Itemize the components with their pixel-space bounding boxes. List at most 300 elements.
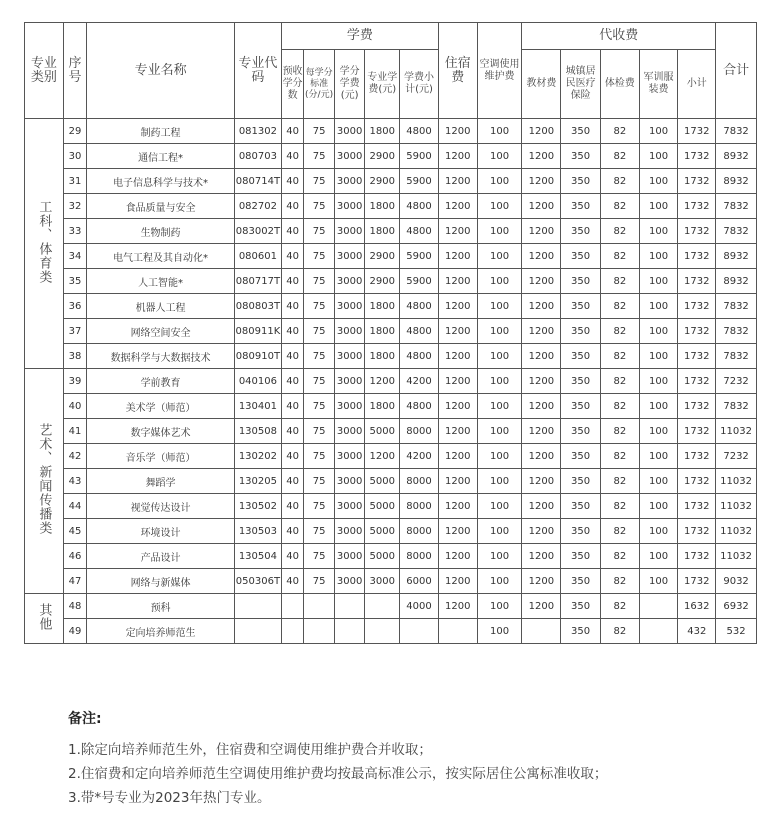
medical-fee-cell: 82: [600, 469, 639, 494]
per-credit-cell: 75: [304, 169, 335, 194]
major-fee-cell: [365, 619, 400, 644]
credit-fee-cell: 3000: [334, 419, 365, 444]
major-name-cell: 数字媒体艺术: [87, 419, 235, 444]
major-code-cell: [234, 619, 281, 644]
medical-fee-cell: 82: [600, 394, 639, 419]
seq-cell: 40: [63, 394, 86, 419]
table-row: [25, 144, 757, 169]
table-row: [25, 419, 757, 444]
header-name: 专业名称: [87, 23, 235, 119]
per-credit-cell: [304, 594, 335, 619]
insurance-fee-cell: 350: [561, 169, 601, 194]
dorm-fee-cell: 1200: [438, 144, 477, 169]
uniform-fee-cell: 100: [639, 519, 678, 544]
books-fee-cell: 1200: [522, 544, 561, 569]
total-cell: 7832: [716, 319, 757, 344]
uniform-fee-cell: [639, 594, 678, 619]
per-credit-cell: 75: [304, 569, 335, 594]
category-label: 其他: [36, 602, 52, 631]
major-name-cell: 定向培养师范生: [87, 619, 235, 644]
uniform-fee-cell: 100: [639, 144, 678, 169]
dorm-fee-cell: 1200: [438, 469, 477, 494]
uniform-fee-cell: 100: [639, 394, 678, 419]
seq-cell: 29: [63, 119, 86, 144]
seq-cell: 46: [63, 544, 86, 569]
medical-fee-cell: 82: [600, 219, 639, 244]
total-cell: 11032: [716, 519, 757, 544]
major-code-cell: 130504: [234, 544, 281, 569]
major-code-cell: 080714T: [234, 169, 281, 194]
collect-subtotal-cell: 1732: [678, 369, 716, 394]
prepay-cell: 40: [281, 269, 303, 294]
per-credit-cell: 75: [304, 294, 335, 319]
medical-fee-cell: 82: [600, 369, 639, 394]
credit-fee-cell: 3000: [334, 119, 365, 144]
seq-cell: 49: [63, 619, 86, 644]
tuition-subtotal-cell: 5900: [400, 144, 439, 169]
major-name-cell: 制药工程: [87, 119, 235, 144]
major-name-cell: 学前教育: [87, 369, 235, 394]
table-row: [25, 594, 757, 619]
table-row: [25, 494, 757, 519]
collect-subtotal-cell: 1732: [678, 419, 716, 444]
seq-cell: 35: [63, 269, 86, 294]
prepay-cell: 40: [281, 519, 303, 544]
books-fee-cell: 1200: [522, 294, 561, 319]
total-cell: 8932: [716, 169, 757, 194]
major-name-cell: 生物制药: [87, 219, 235, 244]
table-row: [25, 369, 757, 394]
prepay-cell: 40: [281, 569, 303, 594]
tuition-subtotal-cell: 6000: [400, 569, 439, 594]
books-fee-cell: 1200: [522, 119, 561, 144]
ac-fee-cell: 100: [477, 119, 522, 144]
prepay-cell: [281, 594, 303, 619]
medical-fee-cell: 82: [600, 319, 639, 344]
tuition-subtotal-cell: 8000: [400, 494, 439, 519]
major-name-cell: 电子信息科学与技术*: [87, 169, 235, 194]
insurance-fee-cell: 350: [561, 244, 601, 269]
major-code-cell: [234, 594, 281, 619]
per-credit-cell: 75: [304, 244, 335, 269]
major-code-cell: 130205: [234, 469, 281, 494]
ac-fee-cell: 100: [477, 419, 522, 444]
prepay-cell: 40: [281, 369, 303, 394]
major-code-cell: 040106: [234, 369, 281, 394]
seq-cell: 48: [63, 594, 86, 619]
table-row: [25, 319, 757, 344]
total-cell: 532: [716, 619, 757, 644]
tuition-subtotal-cell: [400, 619, 439, 644]
collect-subtotal-cell: 1732: [678, 394, 716, 419]
major-fee-cell: 1800: [365, 119, 400, 144]
credit-fee-cell: 3000: [334, 544, 365, 569]
medical-fee-cell: 82: [600, 594, 639, 619]
collect-subtotal-cell: 1732: [678, 144, 716, 169]
insurance-fee-cell: 350: [561, 344, 601, 369]
insurance-fee-cell: 350: [561, 194, 601, 219]
tuition-subtotal-cell: 5900: [400, 244, 439, 269]
fee-table: [24, 22, 757, 644]
notes-title: 备注:: [68, 711, 102, 727]
ac-fee-cell: 100: [477, 194, 522, 219]
insurance-fee-cell: 350: [561, 469, 601, 494]
major-code-cell: 080911K: [234, 319, 281, 344]
tuition-subtotal-cell: 4200: [400, 444, 439, 469]
collect-subtotal-cell: 1732: [678, 519, 716, 544]
major-name-cell: 网络与新媒体: [87, 569, 235, 594]
insurance-fee-cell: 350: [561, 594, 601, 619]
ac-fee-cell: 100: [477, 394, 522, 419]
table-row: [25, 544, 757, 569]
major-code-cell: 130508: [234, 419, 281, 444]
major-fee-cell: 1200: [365, 444, 400, 469]
per-credit-cell: 75: [304, 494, 335, 519]
total-cell: 11032: [716, 469, 757, 494]
header-uniform: 军训服装费: [639, 50, 678, 119]
major-code-cell: 080601: [234, 244, 281, 269]
medical-fee-cell: 82: [600, 519, 639, 544]
books-fee-cell: 1200: [522, 444, 561, 469]
credit-fee-cell: 3000: [334, 394, 365, 419]
insurance-fee-cell: 350: [561, 519, 601, 544]
uniform-fee-cell: 100: [639, 269, 678, 294]
dorm-fee-cell: 1200: [438, 369, 477, 394]
table-row: [25, 294, 757, 319]
books-fee-cell: 1200: [522, 169, 561, 194]
collect-subtotal-cell: 1732: [678, 544, 716, 569]
uniform-fee-cell: 100: [639, 169, 678, 194]
books-fee-cell: 1200: [522, 394, 561, 419]
collect-subtotal-cell: 1732: [678, 244, 716, 269]
ac-fee-cell: 100: [477, 294, 522, 319]
major-fee-cell: 1800: [365, 194, 400, 219]
books-fee-cell: 1200: [522, 494, 561, 519]
major-name-cell: 舞蹈学: [87, 469, 235, 494]
medical-fee-cell: 82: [600, 544, 639, 569]
books-fee-cell: 1200: [522, 269, 561, 294]
tuition-subtotal-cell: 4800: [400, 344, 439, 369]
prepay-cell: 40: [281, 544, 303, 569]
credit-fee-cell: 3000: [334, 469, 365, 494]
table-row: [25, 219, 757, 244]
note-line-2: 2.住宿费和定向培养师范生空调使用维护费均按最高标准公示，按实际居住公寓标准收取；: [68, 766, 608, 782]
header-total: 合计: [716, 23, 757, 119]
seq-cell: 34: [63, 244, 86, 269]
ac-fee-cell: 100: [477, 169, 522, 194]
insurance-fee-cell: 350: [561, 394, 601, 419]
credit-fee-cell: 3000: [334, 219, 365, 244]
seq-cell: 30: [63, 144, 86, 169]
tuition-subtotal-cell: 8000: [400, 544, 439, 569]
prepay-cell: [281, 619, 303, 644]
seq-cell: 45: [63, 519, 86, 544]
credit-fee-cell: 3000: [334, 344, 365, 369]
medical-fee-cell: 82: [600, 619, 639, 644]
dorm-fee-cell: 1200: [438, 544, 477, 569]
ac-fee-cell: 100: [477, 569, 522, 594]
dorm-fee-cell: [438, 619, 477, 644]
header-medical: 体检费: [600, 50, 639, 119]
major-fee-cell: 1200: [365, 369, 400, 394]
tuition-subtotal-cell: 4800: [400, 194, 439, 219]
major-name-cell: 环境设计: [87, 519, 235, 544]
per-credit-cell: 75: [304, 194, 335, 219]
table-row: [25, 519, 757, 544]
major-code-cell: 130502: [234, 494, 281, 519]
books-fee-cell: 1200: [522, 244, 561, 269]
ac-fee-cell: 100: [477, 444, 522, 469]
collect-subtotal-cell: 1732: [678, 119, 716, 144]
dorm-fee-cell: 1200: [438, 594, 477, 619]
seq-cell: 38: [63, 344, 86, 369]
books-fee-cell: 1200: [522, 419, 561, 444]
total-cell: 6932: [716, 594, 757, 619]
seq-cell: 41: [63, 419, 86, 444]
tuition-subtotal-cell: 4200: [400, 369, 439, 394]
collect-subtotal-cell: 1732: [678, 294, 716, 319]
category-label: 艺术、新闻传播类: [36, 423, 52, 535]
seq-cell: 44: [63, 494, 86, 519]
table-row: [25, 569, 757, 594]
seq-cell: 32: [63, 194, 86, 219]
per-credit-cell: 75: [304, 119, 335, 144]
dorm-fee-cell: 1200: [438, 444, 477, 469]
credit-fee-cell: 3000: [334, 244, 365, 269]
total-cell: 8932: [716, 144, 757, 169]
medical-fee-cell: 82: [600, 494, 639, 519]
category-cell: [25, 594, 64, 644]
medical-fee-cell: 82: [600, 569, 639, 594]
major-name-cell: 数据科学与大数据技术: [87, 344, 235, 369]
major-code-cell: 080703: [234, 144, 281, 169]
table-row: [25, 469, 757, 494]
table-row: [25, 269, 757, 294]
header-per-credit: 每学分标准(分/元): [304, 50, 335, 119]
per-credit-cell: 75: [304, 444, 335, 469]
collect-subtotal-cell: 1732: [678, 469, 716, 494]
major-fee-cell: 2900: [365, 169, 400, 194]
prepay-cell: 40: [281, 219, 303, 244]
uniform-fee-cell: 100: [639, 219, 678, 244]
uniform-fee-cell: [639, 619, 678, 644]
major-name-cell: 预科: [87, 594, 235, 619]
dorm-fee-cell: 1200: [438, 244, 477, 269]
tuition-subtotal-cell: 4800: [400, 219, 439, 244]
credit-fee-cell: 3000: [334, 319, 365, 344]
total-cell: 7832: [716, 294, 757, 319]
dorm-fee-cell: 1200: [438, 569, 477, 594]
header-collect-group: 代收费: [522, 23, 716, 50]
major-fee-cell: 5000: [365, 494, 400, 519]
insurance-fee-cell: 350: [561, 219, 601, 244]
medical-fee-cell: 82: [600, 269, 639, 294]
collect-subtotal-cell: 1732: [678, 269, 716, 294]
tuition-subtotal-cell: 8000: [400, 419, 439, 444]
dorm-fee-cell: 1200: [438, 319, 477, 344]
medical-fee-cell: 82: [600, 244, 639, 269]
credit-fee-cell: 3000: [334, 369, 365, 394]
major-code-cell: 080910T: [234, 344, 281, 369]
tuition-subtotal-cell: 8000: [400, 519, 439, 544]
prepay-cell: 40: [281, 419, 303, 444]
seq-cell: 42: [63, 444, 86, 469]
per-credit-cell: 75: [304, 269, 335, 294]
uniform-fee-cell: 100: [639, 119, 678, 144]
major-fee-cell: 1800: [365, 294, 400, 319]
major-name-cell: 视觉传达设计: [87, 494, 235, 519]
prepay-cell: 40: [281, 494, 303, 519]
note-line-1: 1.除定向培养师范生外，住宿费和空调使用维护费合并收取；: [68, 742, 432, 758]
insurance-fee-cell: 350: [561, 144, 601, 169]
credit-fee-cell: 3000: [334, 444, 365, 469]
tuition-subtotal-cell: 4800: [400, 119, 439, 144]
per-credit-cell: 75: [304, 519, 335, 544]
books-fee-cell: 1200: [522, 369, 561, 394]
table-row: [25, 169, 757, 194]
major-name-cell: 人工智能*: [87, 269, 235, 294]
total-cell: 7832: [716, 119, 757, 144]
ac-fee-cell: 100: [477, 469, 522, 494]
major-name-cell: 美术学（师范）: [87, 394, 235, 419]
total-cell: 11032: [716, 544, 757, 569]
table-row: [25, 444, 757, 469]
major-name-cell: 电气工程及其自动化*: [87, 244, 235, 269]
books-fee-cell: 1200: [522, 144, 561, 169]
ac-fee-cell: 100: [477, 319, 522, 344]
seq-cell: 36: [63, 294, 86, 319]
major-code-cell: 080717T: [234, 269, 281, 294]
uniform-fee-cell: 100: [639, 294, 678, 319]
books-fee-cell: 1200: [522, 594, 561, 619]
ac-fee-cell: 100: [477, 269, 522, 294]
major-fee-cell: 2900: [365, 269, 400, 294]
header-credit-fee: 学分学费(元): [334, 50, 365, 119]
major-name-cell: 网络空间安全: [87, 319, 235, 344]
medical-fee-cell: 82: [600, 169, 639, 194]
major-code-cell: 130202: [234, 444, 281, 469]
tuition-subtotal-cell: 5900: [400, 169, 439, 194]
dorm-fee-cell: 1200: [438, 394, 477, 419]
credit-fee-cell: 3000: [334, 294, 365, 319]
tuition-subtotal-cell: 4800: [400, 319, 439, 344]
ac-fee-cell: 100: [477, 619, 522, 644]
uniform-fee-cell: 100: [639, 419, 678, 444]
header-insurance: 城镇居民医疗保险: [561, 50, 601, 119]
table-row: [25, 619, 757, 644]
prepay-cell: 40: [281, 319, 303, 344]
prepay-cell: 40: [281, 144, 303, 169]
dorm-fee-cell: 1200: [438, 494, 477, 519]
total-cell: 11032: [716, 419, 757, 444]
total-cell: 7232: [716, 444, 757, 469]
books-fee-cell: 1200: [522, 469, 561, 494]
major-fee-cell: 1800: [365, 344, 400, 369]
major-name-cell: 通信工程*: [87, 144, 235, 169]
credit-fee-cell: 3000: [334, 144, 365, 169]
prepay-cell: 40: [281, 119, 303, 144]
collect-subtotal-cell: 1732: [678, 169, 716, 194]
insurance-fee-cell: 350: [561, 269, 601, 294]
medical-fee-cell: 82: [600, 144, 639, 169]
prepay-cell: 40: [281, 444, 303, 469]
total-cell: 7832: [716, 219, 757, 244]
dorm-fee-cell: 1200: [438, 169, 477, 194]
insurance-fee-cell: 350: [561, 419, 601, 444]
insurance-fee-cell: 350: [561, 294, 601, 319]
header-code: 专业代码: [234, 23, 281, 119]
dorm-fee-cell: 1200: [438, 519, 477, 544]
books-fee-cell: 1200: [522, 219, 561, 244]
insurance-fee-cell: 350: [561, 619, 601, 644]
category-label: 工科、体育类: [36, 199, 52, 284]
note-line-3: 3.带*号专业为2023年热门专业。: [68, 790, 271, 806]
header-tuition-group: 学费: [281, 23, 438, 50]
collect-subtotal-cell: 1632: [678, 594, 716, 619]
insurance-fee-cell: 350: [561, 494, 601, 519]
total-cell: 7832: [716, 194, 757, 219]
uniform-fee-cell: 100: [639, 544, 678, 569]
collect-subtotal-cell: 1732: [678, 569, 716, 594]
per-credit-cell: 75: [304, 219, 335, 244]
uniform-fee-cell: 100: [639, 569, 678, 594]
major-fee-cell: [365, 594, 400, 619]
collect-subtotal-cell: 1732: [678, 444, 716, 469]
per-credit-cell: 75: [304, 469, 335, 494]
uniform-fee-cell: 100: [639, 494, 678, 519]
prepay-cell: 40: [281, 344, 303, 369]
ac-fee-cell: 100: [477, 144, 522, 169]
collect-subtotal-cell: 1732: [678, 194, 716, 219]
total-cell: 9032: [716, 569, 757, 594]
major-fee-cell: 2900: [365, 244, 400, 269]
insurance-fee-cell: 350: [561, 544, 601, 569]
total-cell: 8932: [716, 244, 757, 269]
header-dorm: 住宿费: [438, 23, 477, 119]
dorm-fee-cell: 1200: [438, 194, 477, 219]
ac-fee-cell: 100: [477, 594, 522, 619]
total-cell: 8932: [716, 269, 757, 294]
ac-fee-cell: 100: [477, 219, 522, 244]
credit-fee-cell: [334, 619, 365, 644]
seq-cell: 31: [63, 169, 86, 194]
major-code-cell: 130503: [234, 519, 281, 544]
insurance-fee-cell: 350: [561, 444, 601, 469]
table-row: [25, 394, 757, 419]
notes-section: [68, 708, 607, 810]
prepay-cell: 40: [281, 194, 303, 219]
prepay-cell: 40: [281, 169, 303, 194]
major-name-cell: 食品质量与安全: [87, 194, 235, 219]
uniform-fee-cell: 100: [639, 369, 678, 394]
per-credit-cell: [304, 619, 335, 644]
major-code-cell: 081302: [234, 119, 281, 144]
credit-fee-cell: 3000: [334, 194, 365, 219]
seq-cell: 33: [63, 219, 86, 244]
prepay-cell: 40: [281, 469, 303, 494]
credit-fee-cell: 3000: [334, 519, 365, 544]
insurance-fee-cell: 350: [561, 119, 601, 144]
major-fee-cell: 1800: [365, 394, 400, 419]
header-ac: 空调使用维护费: [477, 23, 522, 119]
dorm-fee-cell: 1200: [438, 419, 477, 444]
ac-fee-cell: 100: [477, 544, 522, 569]
table-row: [25, 344, 757, 369]
major-name-cell: 产品设计: [87, 544, 235, 569]
uniform-fee-cell: 100: [639, 194, 678, 219]
major-name-cell: 音乐学（师范）: [87, 444, 235, 469]
table-row: [25, 119, 757, 144]
